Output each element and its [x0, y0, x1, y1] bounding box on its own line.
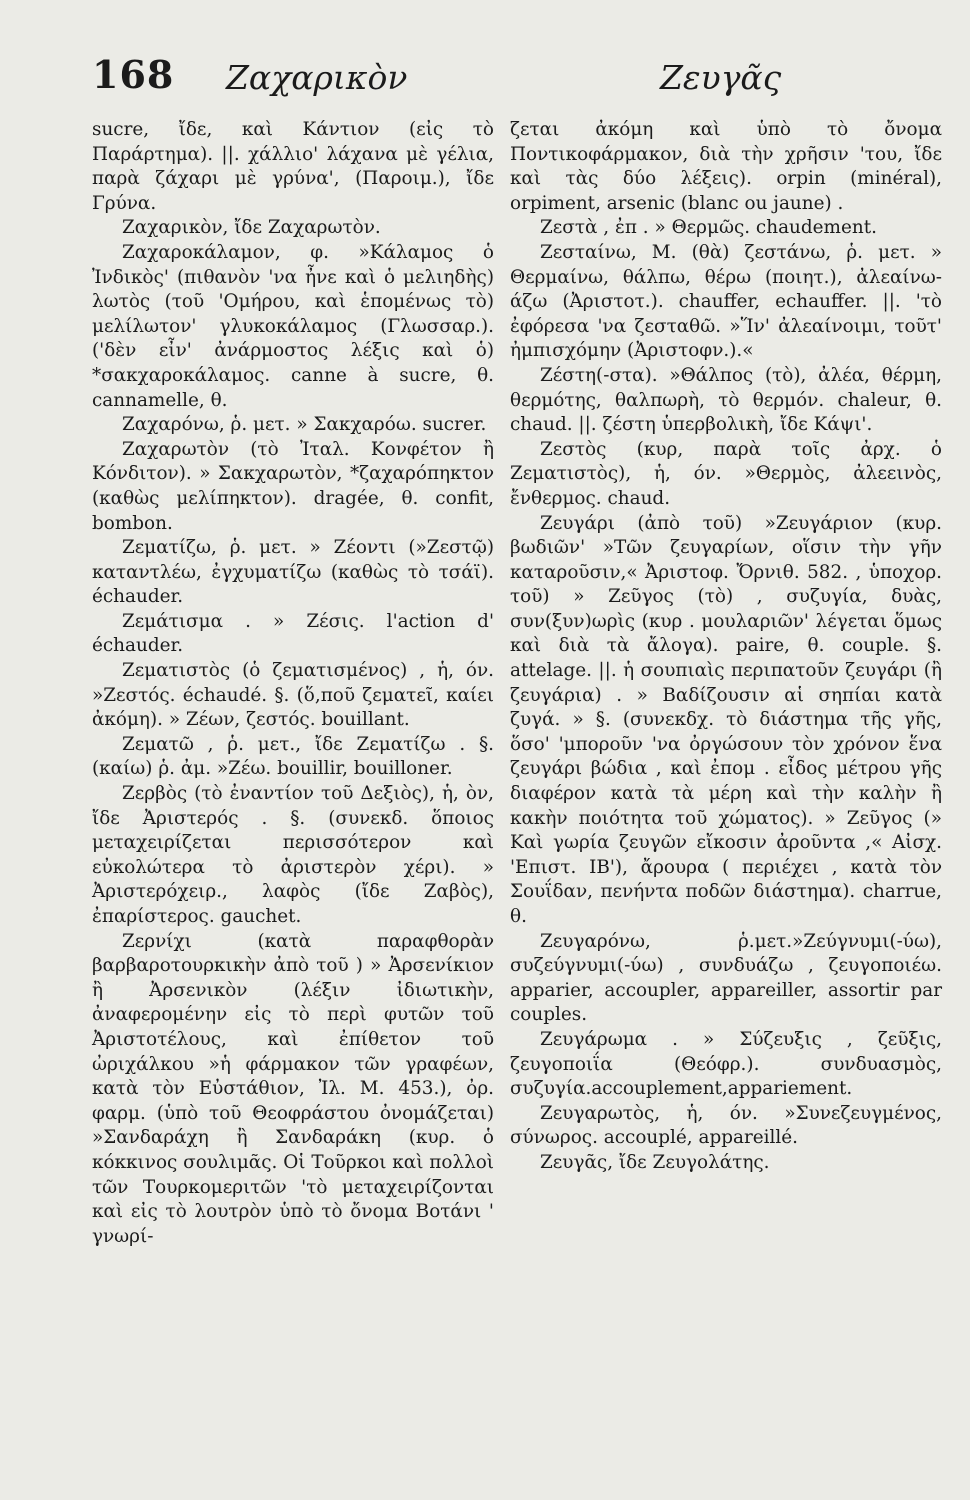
page-header — [0, 52, 970, 112]
entry: Ζευγαρωτὸς, ἡ, όν. »Συνεζευγμένος, σύνωρος. accouplé, appareillé. — [510, 1102, 942, 1149]
entry: Ζεσταίνω, Μ. (θὰ) ζεστάνω, ῥ. μετ. » Θερμαίνω, θάλπω, θέρω (ποιητ.), ἀλεαίνω-άζω (Ἀριστοτ.). chauffer, echauffer. ||. 'τὸ ἐφόρεσα 'να ζεσταθῶ. »Ἵν' ἀλεαίνοιμι, τοῦτ' ἠμπισχόμην (Ἀριστοφν.).« — [510, 241, 942, 362]
entry: Ζευγάρι (ἀπὸ τοῦ) »Ζευγάριον (κυρ. βωδιῶν' »Τῶν ζευγαρίων, οἵσιν τὴν γῆν καταροῦσιν,« Ἀριστοφ. Ὄρνιθ. 582. , ὑποχορ. τοῦ) » Ζεῦγος (τὸ) , συζυγία, δυὰς, συν(ξυν)ωρὶς (κυρ . μουλαριῶν' λέγεται ὅμως καὶ διὰ τὰ ἄλογα). paire, θ. couple. §. attelage. ||. ἡ σουπιαὶς περιπατοῦν ζευγάρι (ἢ ζευγάρια) . » Βαδίζουσιν αἱ σηπίαι κατὰ ζυγά. » §. (συνεκδχ. τὸ διάστημα τῆς γῆς, ὅσο' 'μποροῦν 'να ὀργώσουν τὸν χρόνον ἕνα ζευγάρι βώδια , καὶ ἐπομ . εἶδος μέτρου γῆς διαφέρον κατὰ τὰ μέρη καὶ τὴν καλὴν ἢ κακὴν ποιότητα τοῦ χώματος). » Ζεῦγος (» Καὶ γωρία ζευγῶν εἴκοσιν ἀροῦντα ,« Αἰσχ. 'Επιστ. ΙΒ'), ἄρουρα ( περιέχει , κατὰ τὸν Σουΐδαν, πενήντα ποδῶν διάστημα). charrue, θ. — [510, 512, 942, 927]
right-column — [510, 118, 942, 1176]
entry: Ζεματῶ , ῥ. μετ., ἴδε Ζεματίζω . §. (καίω) ῥ. ἀμ. »Ζέω. bouillir, bouilloner. — [92, 733, 494, 780]
entry: Ζεματίζω, ῥ. μετ. » Ζέοντι (»Ζεστῷ) καταντλέω, ἐγχυματίζω (καθὼς τὸ τσάϊ). échauder. — [92, 537, 494, 608]
entry: Ζεματιστὸς (ὁ ζεματισμένος) , ἡ, όν. »Ζεστός. échaudé. §. (ὅ,ποῦ ζεματεῖ, καίει ἀκόμη). » Ζέων, ζεστός. bouillant. — [92, 660, 494, 731]
entry: sucre, ἴδε, καὶ Κάντιον (εἰς τὸ Παράρτημα). ||. χάλλιο' λάχανα μὲ γέλια, παρὰ ζάχαρι μὲ γρύνα', (Παροιμ.), ἴδε Γρύνα. — [92, 119, 494, 214]
entry: Ζευγᾶς, ἴδε Ζευγολάτης. — [540, 1151, 770, 1173]
page-number: 168 — [92, 52, 175, 97]
entry: Ζευγαρόνω, ῥ.μετ.»Ζεύγνυμι(-ύω), συζεύγνυμι(-ύω) , συνδυάζω , ζευγοποιέω. apparier, accoupler, appareiller, assortir par couples. — [510, 930, 942, 1026]
entry: ζεται ἀκόμη καὶ ὑπὸ τὸ ὄνομα Ποντικοφάρμακον, διὰ τὴν χρῆσιν 'του, ἴδε καὶ τὰς δύο λέξεις). orpin (minéral), orpiment, arsenic (blanc ou jaune) . — [510, 119, 942, 214]
entry: Ζευγάρωμα . » Σύζευξις , ζεῦξις, ζευγοποιΐα (Θεόφρ.). συνδυασμὸς, συζυγία.accouplement,appariement. — [510, 1028, 942, 1100]
entry: Ζαχαρόνω, ῥ. μετ. » Σακχαρόω. sucrer. — [122, 414, 487, 436]
entry: Ζεστὸς (κυρ, παρὰ τοῖς ἀρχ. ὁ Ζεματιστὸς), ἡ, όν. »Θερμὸς, ἀλεεινὸς, ἔνθερμος. chaud. — [510, 438, 942, 509]
entry: Ζεστὰ , ἐπ . » Θερμῶς. chaudement. — [540, 217, 877, 239]
entry: Ζαχαρωτὸν (τὸ Ἰταλ. Κονφέτον ἢ Κόνδιτον). » Σακχαρωτὸν, *ζαχαρόπηκτον (καθὼς μελίπηκτον). dragée, θ. confit, bombon. — [92, 438, 494, 534]
entry: Ζερνίχι (κατὰ παραφθορὰν βαρβαροτουρκικὴν ἀπὸ τοῦ ) » Ἀρσενίκιον ἢ Ἀρσενικὸν (λέξιν ἰδιωτικὴν, ἀναφερομένην εἰς τὸ περὶ φυτῶν τοῦ Ἀριστοτέλους, καὶ ἐπίθετον τοῦ ὠριχάλκου »ἡ φάρμακον τῶν γραφέων, κατὰ τὸν Εὐστάθιον, Ἰλ. Μ. 453.), ὀρ. φαρμ. (ὑπὸ τοῦ Θεοφράστου ὀνομάζεται) »Σανδαράχη ἢ Σανδαράκη (κυρ. ὁ κόκκινος σουλιμᾶς. Οἱ Τοῦρκοι καὶ πολλοὶ τῶν Τουρκομεριτῶν 'τὸ μεταχειρίζονται καὶ εἰς τὸ λουτρὸν ὑπὸ τὸ ὄνομα Βοτάνι ' γνωρί- — [92, 930, 495, 1247]
running-head-left: Ζαχαρικὸν — [226, 58, 408, 97]
entry: Ζαχαροκάλαμον, φ. »Κάλαμος ὁ Ἰνδικὸς' (πιθανὸν 'να ἦνε καὶ ὁ μελιηδὴς) λωτὸς (τοῦ 'Ομήρου, καὶ ἑπομένως τὸ) μελίλωτον' γλυκοκάλαμος (Γλωσσαρ.). ('δὲν εἶν' ἀνάρμοστος λέξις καὶ ὁ) *σακχαροκάλαμος. canne à sucre, θ. cannamelle, θ. — [92, 241, 494, 411]
entry: Ζέστη(-στα). »Θάλπος (τὸ), ἀλέα, θέρμη, θερμότης, θαλπωρὴ, τὸ θερμόν. chaleur, θ. chaud. ||. ζέστη ὑπερβολικὴ, ἴδε Κάψι'. — [510, 364, 942, 436]
left-column — [92, 118, 494, 1249]
entry: Ζεμάτισμα . » Ζέσις. l'action d' échauder. — [92, 610, 494, 657]
entry: Ζερβὸς (τὸ ἐναντίον τοῦ Δεξιὸς), ἡ, ὸν, ἴδε Ἀριστερός . §. (συνεκδ. ὅποιος μεταχειρίζεται περισσότερον καὶ εὐκολώτερα τὸ ἀριστερὸν χέρι). » Ἀριστερόχειρ., λαφὸς (ἴδε Ζαβὸς), ἐπαρίστερος. gauchet. — [92, 783, 494, 927]
running-head-right: Ζευγᾶς — [660, 58, 782, 97]
entry: Ζαχαρικὸν, ἴδε Ζαχαρωτὸν. — [122, 217, 381, 239]
